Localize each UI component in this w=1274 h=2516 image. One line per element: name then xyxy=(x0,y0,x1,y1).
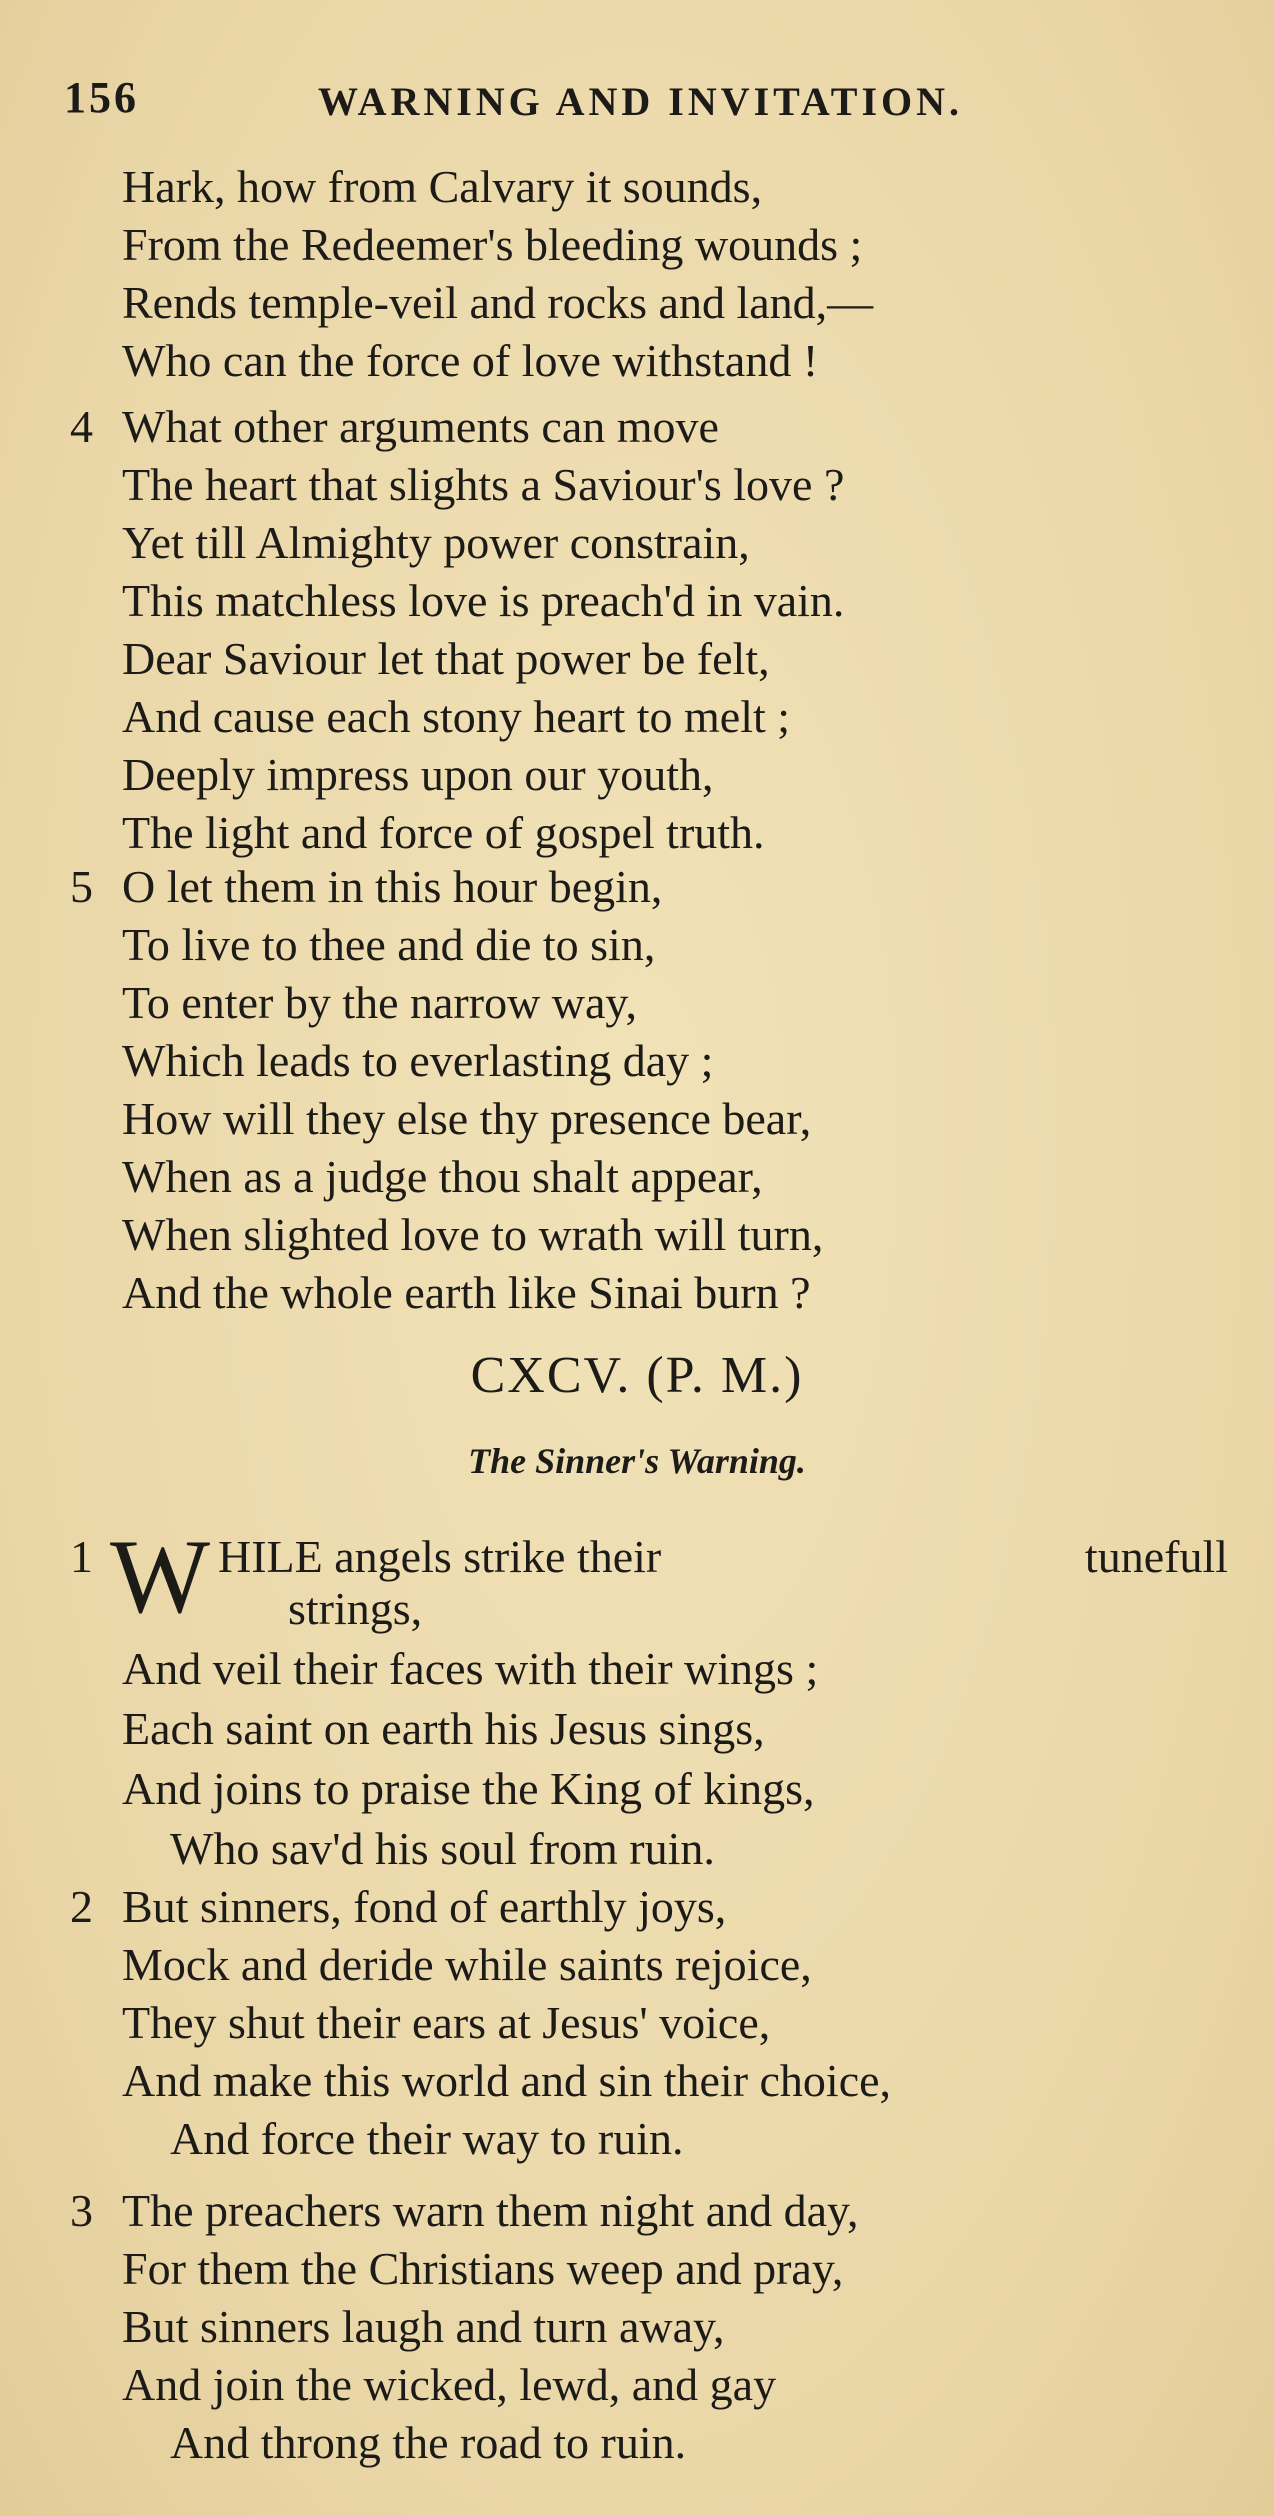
verse-first-line-end: tunefull xyxy=(1084,1531,1228,1582)
page-number: 156 xyxy=(64,73,139,122)
verse-line: They shut their ears at Jesus' voice, xyxy=(122,1997,771,2048)
verse-line: And veil their faces with their wings ; xyxy=(122,1643,819,1694)
verse-line: Deeply impress upon our youth, xyxy=(122,749,714,800)
verse-first-line-text: HILE angels strike their xyxy=(218,1531,662,1582)
verse-line: The heart that slights a Saviour's love ? xyxy=(122,459,845,510)
verse-line: And make this world and sin their choice, xyxy=(122,2055,892,2106)
verse-line: From the Redeemer's bleeding wounds ; xyxy=(122,219,863,270)
verse-line: When as a judge thou shalt appear, xyxy=(122,1151,763,1202)
verse-line: And the whole earth like Sinai burn ? xyxy=(122,1267,811,1318)
stanza-number: 3 xyxy=(70,2185,93,2236)
verse-line: And force their way to ruin. xyxy=(170,2113,684,2164)
verse-line: Who can the force of love withstand ! xyxy=(122,335,819,386)
verse-line: To enter by the narrow way, xyxy=(122,977,637,1028)
verse-line: strings, xyxy=(288,1583,423,1634)
verse-line: But sinners, fond of earthly joys, xyxy=(122,1881,727,1932)
hymn-title: CXCV. (P. M.) xyxy=(470,1347,804,1404)
verse-line: And joins to praise the King of kings, xyxy=(122,1763,815,1814)
verse-line: How will they else thy presence bear, xyxy=(122,1093,812,1144)
stanza-number: 1 xyxy=(70,1531,93,1582)
verse-line: Yet till Almighty power constrain, xyxy=(122,517,750,568)
stanza-number: 5 xyxy=(70,861,93,912)
page-header xyxy=(64,62,1244,132)
verse-line: When slighted love to wrath will turn, xyxy=(122,1209,824,1260)
verse-line: Hark, how from Calvary it sounds, xyxy=(122,161,763,212)
verse-line: O let them in this hour begin, xyxy=(122,861,663,912)
running-title: WARNING AND INVITATION. xyxy=(318,79,964,124)
verse-line: And cause each stony heart to melt ; xyxy=(122,691,791,742)
verse-line: The light and force of gospel truth. xyxy=(122,807,765,858)
verse-line: And join the wicked, lewd, and gay xyxy=(122,2359,777,2410)
drop-cap: W xyxy=(110,1518,211,1635)
stanza-number: 4 xyxy=(70,401,93,452)
verse-line: Mock and deride while saints rejoice, xyxy=(122,1939,812,1990)
stanza-number: 2 xyxy=(70,1881,93,1932)
verse-line: Which leads to everlasting day ; xyxy=(122,1035,714,1086)
verse-line: The preachers warn them night and day, xyxy=(122,2185,859,2236)
verse-first-line xyxy=(218,1530,1228,1583)
verse-line: Each saint on earth his Jesus sings, xyxy=(122,1703,765,1754)
verse-line: But sinners laugh and turn away, xyxy=(122,2301,725,2352)
verse-line: Who sav'd his soul from ruin. xyxy=(170,1823,715,1874)
verse-line: This matchless love is preach'd in vain. xyxy=(122,575,845,626)
verse-line: And throng the road to ruin. xyxy=(170,2417,687,2468)
verse-line: For them the Christians weep and pray, xyxy=(122,2243,844,2294)
verse-line: To live to thee and die to sin, xyxy=(122,919,656,970)
verse-line: Rends temple-veil and rocks and land,— xyxy=(122,277,874,328)
verse-line: Dear Saviour let that power be felt, xyxy=(122,633,770,684)
verse-line: What other arguments can move xyxy=(122,401,719,452)
hymn-subtitle: The Sinner's Warning. xyxy=(468,1441,806,1481)
